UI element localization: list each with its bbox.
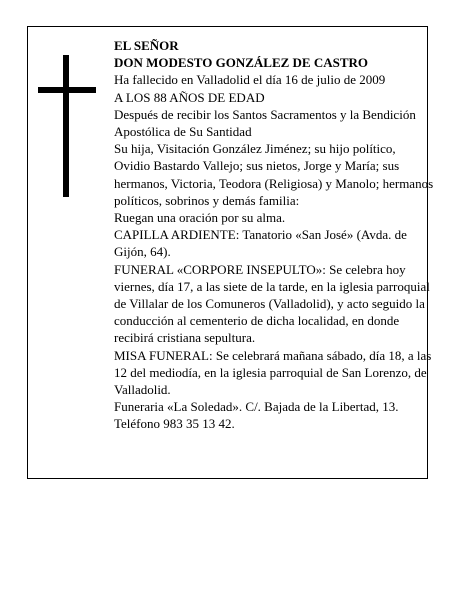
mass-info: MISA FUNERAL: Se celebrará mañana sábado, día 18, a las 12 del mediodía, en la iglesia parroquial de San Lorenzo, de Valladolid. — [114, 347, 432, 398]
notice-title: EL SEÑOR — [114, 38, 179, 53]
death-statement: Ha fallecido en Valladolid el día 16 de julio de 2009 — [114, 72, 386, 88]
cross-vertical-bar — [63, 55, 69, 197]
chapel-info: CAPILLA ARDIENTE: Tanatorio «San José» (Avda. de Gijón, 64). — [114, 227, 407, 260]
funeral-info: FUNERAL «CORPORE INSEPULTO»: Se celebra hoy viernes, día 17, a las siete de la tarde, en la iglesia parroquial de Villalar de los Comuneros (Valladolid), y acto seguido la conducción al cementerio de dicha localidad, en donde recibirá cristiana sepultura. — [114, 261, 430, 346]
sacraments-statement: Después de recibir los Santos Sacramentos y la Bendición Apostólica de Su Santidad — [114, 106, 416, 140]
funeral-home-info: Funeraria «La Soledad». C/. Bajada de la Libertad, 13. Teléfono 983 35 13 42. — [114, 399, 399, 432]
deceased-name: DON MODESTO GONZÁLEZ DE CASTRO — [114, 55, 369, 71]
obituary-text — [114, 37, 434, 433]
cross-horizontal-bar — [38, 87, 96, 93]
family-statement: Su hija, Visitación González Jiménez; su hijo político, Ovidio Bastardo Vallejo; sus nietos, Jorge y María; sus hermanos, Victoria, Teodora (Religiosa) y Manolo; hermanos políticos, sobrinos y demás familia: — [114, 141, 434, 208]
prayer-request: Ruegan una oración por su alma. — [114, 210, 286, 226]
latin-cross-icon — [38, 55, 96, 197]
age-statement: A LOS 88 AÑOS DE EDAD — [114, 89, 265, 105]
